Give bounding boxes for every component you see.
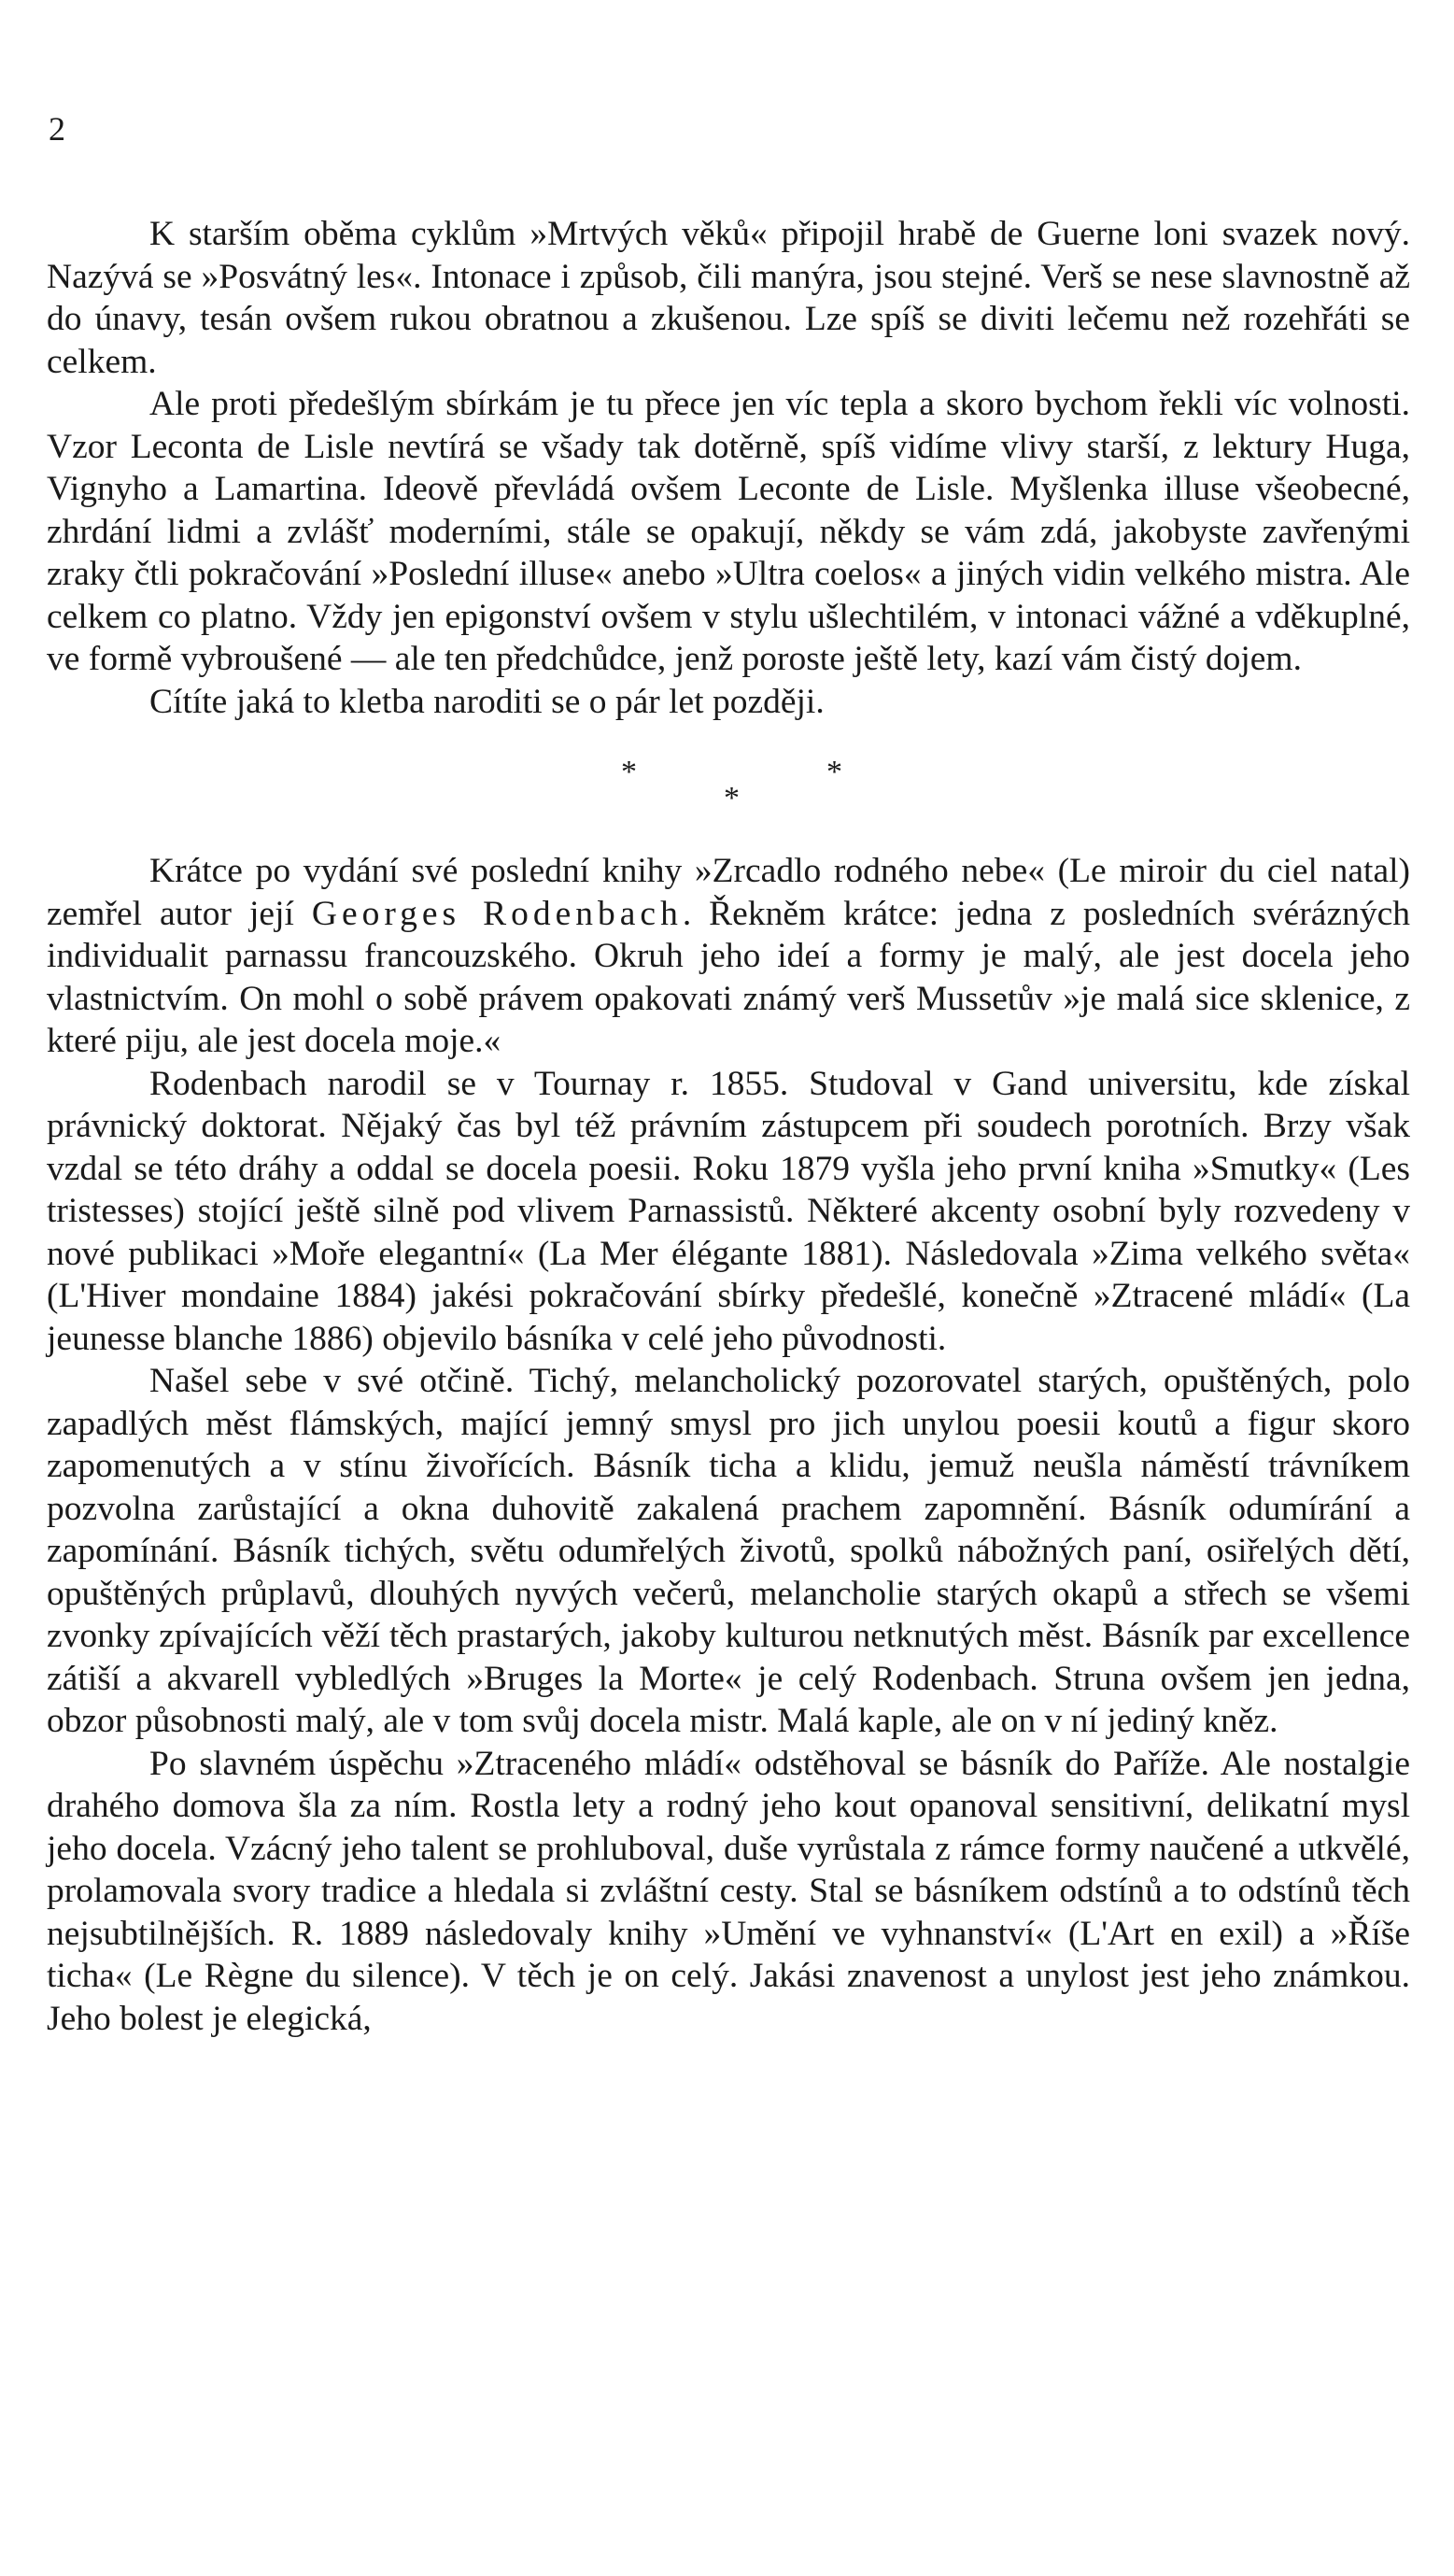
- paragraph-rodenbach-homeland: Našel sebe v své otčině. Tichý, melancholický pozorovatel starých, opuštěných, polo zapadlých měst flámských, mající jemný smysl pro jich unylou poesii koutů a figur skoro zapomenutých a v stínu živořících. Básník ticha a klidu, jemuž neušla náměstí trávníkem pozvolna zarůstající a okna duhovitě zakalená prachem zapomnění. Básník odumírání a zapomínání. Básník tichých, světu odumřelých životů, spolků nábožných paní, osiřelých dětí, opuštěných průplavů, dlouhých nyvých večerů, melancholie starých okapů a střech se všemi zvonky zpívajících věží těch prastarých, jakoby kulturou netknutých měst. Básník par excellence zátiší a akvarell vybledlých »Bruges la Morte« je celý Rodenbach. Struna ovšem jen jedna, obzor působnosti malý, ale v tom svůj docela mistr. Malá kaple, ale on v ní jediný kněz.: [47, 1362, 1410, 1740]
- body-text: [47, 213, 1410, 2040]
- page-number: 2: [49, 110, 65, 148]
- paragraph-guerne-influences: Ale proti předešlým sbírkám je tu přece jen víc tepla a skoro bychom řekli víc volnosti. Vzor Leconta de Lisle nevtírá se všady tak dotěrně, spíš vidíme vlivy starší, z lektury Huga, Vignyho a Lamartina. Ideově převládá ovšem Leconte de Lisle. Myšlenka illuse všeobecné, zhrdání lidmi a zvlášť moderními, stále se opakují, někdy se vám zdá, jakobyste zavřenými zraky čtli pokračování »Poslední illuse« anebo »Ultra coelos« a jiných vidin velkého mistra. Ale celkem co platno. Vždy jen epigonství ovšem v stylu ušlechtilém, v intonaci vážné a vděkuplné, ve formě vybroušené — ale ten předchůdce, jenž poroste ještě lety, kazí vám čistý dojem.: [47, 385, 1410, 678]
- divider-asterisk: *: [826, 755, 842, 789]
- divider-asterisk: *: [621, 755, 637, 789]
- paragraph-rodenbach-biography: Rodenbach narodil se v Tournay r. 1855. Studoval v Gand universitu, kde získal právnický doktorat. Nějaký čas byl též právním zástupcem při soudech porotních. Brzy však vzdal se této dráhy a oddal se docela poesii. Roku 1879 vyšla jeho první kniha »Smutky« (Les tristesses) stojící ještě silně pod vlivem Parnassistů. Některé akcenty osobní byly rozvedeny v nové publikaci »Moře elegantní« (La Mer élégante 1881). Následovala »Zima velkého světa« (L'Hiver mondaine 1884) jakési pokračování sbírky předešlé, konečně »Ztracené mládí« (La jeunesse blanche 1886) objevilo básníka v celé jeho původnosti.: [47, 1064, 1410, 1358]
- paragraph-guerne-conclusion: Cítíte jaká to kletba naroditi se o pár let později.: [149, 682, 825, 721]
- text-run: . Řekněm krátce: jedna z posledních svérázných individualit parnassu francouzského. Okruh jeho ideí a formy je malý, ale jest docela jeho vlastnictvím. On mohl o sobě právem opakovati známý verš Mussetův »je malá sice sklenice, z které piju, ale jest docela moje.«: [47, 894, 1410, 1060]
- divider-asterisk: *: [724, 781, 740, 815]
- paragraph-rodenbach-paris: Po slavném úspěchu »Ztraceného mládí« odstěhoval se básník do Paříže. Ale nostalgie drahého domova šla za ním. Rostla lety a rodný jeho kout opanoval sensitivní, delikatní mysl jeho docela. Vzácný jeho talent se prohluboval, duše vyrůstala z rámce formy naučené a utkvělé, prolamovala svory tradice a hledala si zvláštní cesty. Stal se básníkem odstínů a to odstínů těch nejsubtilnějších. R. 1889 následovaly knihy »Umění ve vyhnanství« (L'Art en exil) a »Říše ticha« (Le Règne du silence). V těch je on celý. Jakási znavenost a unylost jest jeho známkou. Jeho bolest je elegická,: [47, 1744, 1410, 2038]
- paragraph-guerne-intro: K starším oběma cyklům »Mrtvých věků« připojil hrabě de Guerne loni svazek nový. Nazývá se »Posvátný les«. Intonace i způsob, čili manýra, jsou stejné. Verš se nese slavnostně až do únavy, tesán ovšem rukou obratnou a zkušenou. Lze spíš se diviti lečemu než rozehřáti se celkem.: [47, 215, 1410, 381]
- author-name: Georges Rodenbach: [311, 894, 683, 933]
- text-run: Krátce po vydání své poslední knihy »Zrcadlo rodného nebe« (Le miroir du ciel natal) zemřel autor její: [47, 852, 1410, 933]
- section-divider: [47, 723, 1410, 850]
- paragraph-rodenbach-intro: [47, 850, 1410, 1063]
